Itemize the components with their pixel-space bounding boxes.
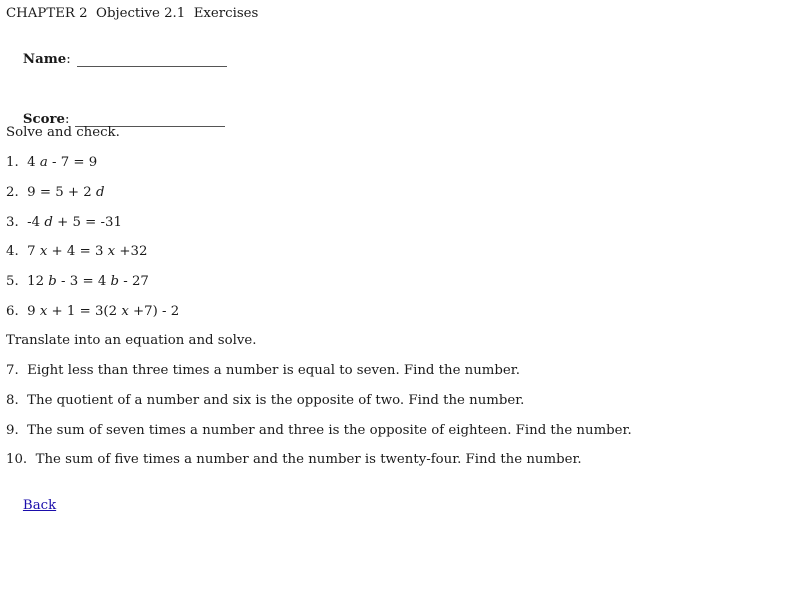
equation-problem bbox=[6, 215, 122, 231]
back-link-row bbox=[6, 482, 56, 530]
equation-variable: x bbox=[39, 304, 48, 319]
equation-text: 12 bbox=[27, 274, 49, 290]
equation-text: + 1 = 3(2 bbox=[47, 304, 122, 319]
equation-text: 9 = 5 + 2 bbox=[27, 184, 96, 200]
problem-number: 5. bbox=[6, 274, 28, 290]
equation-problem bbox=[6, 185, 104, 201]
name-field-row bbox=[6, 36, 227, 84]
equation-text: +7) - 2 bbox=[128, 304, 180, 319]
problem-number: 3. bbox=[6, 214, 28, 230]
score-label: Score bbox=[22, 112, 65, 127]
equation-variable: b bbox=[110, 274, 120, 290]
equation-text: + 4 = 3 bbox=[47, 244, 108, 260]
problem-number: 7. bbox=[6, 363, 28, 378]
equation-variable: a bbox=[39, 155, 48, 170]
equation-problem bbox=[6, 155, 97, 171]
name-label: Name bbox=[22, 52, 67, 67]
name-colon: : bbox=[66, 52, 71, 67]
problem-number: 2. bbox=[6, 184, 28, 200]
problem-text: The sum of five times a number and the number is twenty-four. Find the number. bbox=[35, 452, 582, 468]
problem-text: The sum of seven times a number and three is the opposite of eighteen. Find the number. bbox=[27, 422, 632, 438]
problem-number: 10. bbox=[6, 452, 36, 468]
section1-instruction: Solve and check. bbox=[6, 125, 120, 140]
name-blank-line bbox=[77, 52, 227, 67]
equation-variable: x bbox=[39, 244, 48, 260]
equation-variable: x bbox=[107, 244, 116, 260]
problem-number: 6. bbox=[6, 304, 28, 319]
problem-text: The quotient of a number and six is the opposite of two. Find the number. bbox=[27, 392, 525, 408]
back-link[interactable]: Back bbox=[22, 498, 57, 513]
equation-problem bbox=[6, 304, 179, 320]
equation-variable: d bbox=[44, 214, 53, 230]
word-problem bbox=[6, 363, 520, 379]
word-problem bbox=[6, 452, 582, 468]
word-problem bbox=[6, 423, 632, 439]
equation-variable: d bbox=[95, 184, 105, 200]
equation-text: 7 bbox=[27, 244, 40, 260]
equation-variable: b bbox=[48, 274, 57, 290]
word-problem bbox=[6, 393, 524, 409]
problem-number: 9. bbox=[6, 422, 28, 438]
equation-text: + 5 = -31 bbox=[52, 214, 122, 230]
page-title: CHAPTER 2 Objective 2.1 Exercises bbox=[6, 6, 259, 21]
section2-instruction: Translate into an equation and solve. bbox=[6, 333, 257, 348]
problem-number: 8. bbox=[6, 392, 28, 408]
equation-text: -4 bbox=[27, 214, 45, 230]
equation-problem bbox=[6, 244, 147, 260]
equation-text: - 7 = 9 bbox=[47, 155, 98, 170]
problem-text: Eight less than three times a number is equal to seven. Find the number. bbox=[27, 363, 520, 378]
equation-variable: x bbox=[121, 304, 129, 319]
equation-text: - 3 = 4 bbox=[56, 274, 111, 290]
equation-text: 9 bbox=[27, 304, 40, 319]
equation-text: - 27 bbox=[119, 274, 149, 290]
problem-number: 1. bbox=[6, 155, 28, 170]
problem-number: 4. bbox=[6, 244, 28, 260]
equation-text: +32 bbox=[115, 244, 148, 260]
equation-problem bbox=[6, 274, 149, 290]
score-colon: : bbox=[64, 112, 70, 127]
equation-text: 4 bbox=[27, 155, 40, 170]
